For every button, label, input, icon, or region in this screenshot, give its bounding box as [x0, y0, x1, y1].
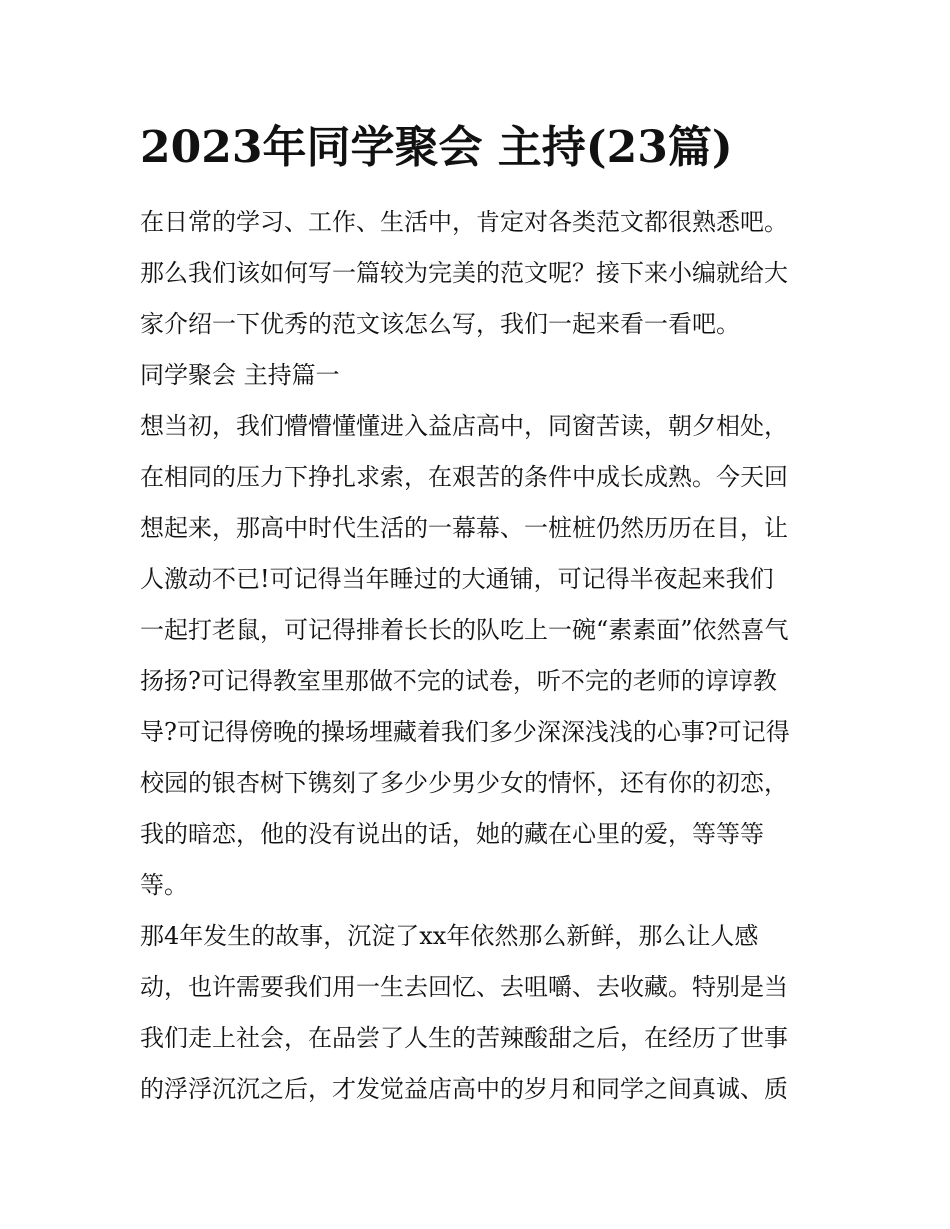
text-line: 我的暗恋，他的没有说出的话，她的藏在心里的爱，等等等: [140, 820, 764, 848]
text-line: 那4年发生的故事，沉淀了xx年依然那么新鲜，那么让人感: [140, 922, 759, 950]
text-line: 的浮浮沉沉之后，才发觉益店高中的岁月和同学之间真诚、质: [140, 1075, 788, 1103]
text-line: 扬扬?可记得教室里那做不完的试卷，听不完的老师的谆谆教: [140, 667, 777, 695]
text-line: 导?可记得傍晚的操场埋藏着我们多少深深浅浅的心事?可记得: [140, 718, 790, 746]
text-line: 想起来，那高中时代生活的一幕幕、一桩桩仍然历历在目，让: [140, 514, 788, 542]
text-line: 在日常的学习、工作、生活中，肯定对各类范文都很熟悉吧。: [140, 208, 788, 236]
text-line: 人激动不已!可记得当年睡过的大通铺，可记得半夜起来我们: [140, 565, 774, 593]
section-heading: 同学聚会 主持篇一: [140, 361, 340, 389]
text-line: 那么我们该如何写一篇较为完美的范文呢？接下来小编就给大: [140, 259, 788, 287]
text-line: 我们走上社会，在品尝了人生的苦辣酸甜之后，在经历了世事: [140, 1024, 788, 1052]
text-line: 家介绍一下优秀的范文该怎么写，我们一起来看一看吧。: [140, 310, 740, 338]
text-line: 一起打老鼠，可记得排着长长的队吃上一碗“素素面”依然喜气: [140, 616, 789, 644]
text-line: 在相同的压力下挣扎求索，在艰苦的条件中成长成熟。今天回: [140, 463, 788, 491]
text-line: 等。: [140, 871, 188, 899]
page-title: 2023年同学聚会 主持(23篇): [140, 122, 733, 173]
text-line: 校园的银杏树下镌刻了多少少男少女的情怀，还有你的初恋，: [140, 769, 788, 797]
text-line: 动，也许需要我们用一生去回忆、去咀嚼、去收藏。特别是当: [140, 973, 788, 1001]
text-line: 想当初，我们懵懵懂懂进入益店高中，同窗苦读，朝夕相处，: [140, 412, 788, 440]
